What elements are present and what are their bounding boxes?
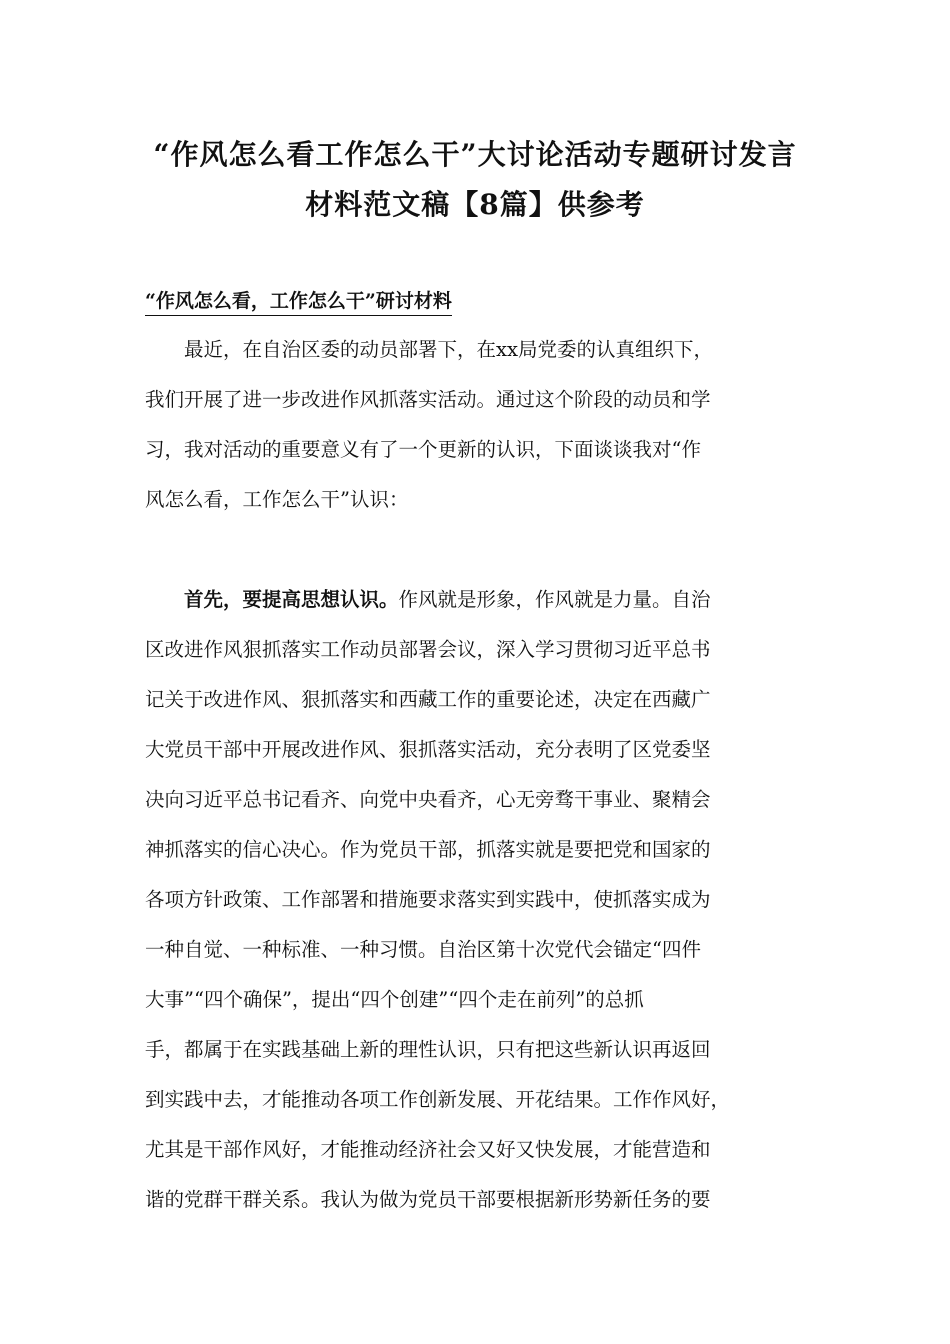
- paragraph-lead-bold: 首先，要提高思想认识。: [145, 588, 399, 611]
- paragraph-first-line: [145, 588, 815, 612]
- intro-line: 风怎么看，工作怎么干”认识：: [145, 488, 409, 511]
- intro-line: 习，我对活动的重要意义有了一个更新的认识，下面谈谈我对“作: [145, 438, 701, 461]
- document-title-line-1: “作风怎么看工作怎么干”大讨论活动专题研讨发言: [153, 138, 797, 171]
- paragraph-first-line-text: 作风就是形象，作风就是力量。自治: [398, 588, 711, 611]
- paragraph-line: 到实践中去，才能推动各项工作创新发展、开花结果。工作作风好，: [145, 1088, 731, 1111]
- paragraph-line: 一种自觉、一种标准、一种习惯。自治区第十次党代会锚定“四件: [145, 938, 701, 961]
- paragraph-line: 各项方针政策、工作部署和措施要求落实到实践中，使抓落实成为: [145, 888, 711, 911]
- section-heading: “作风怎么看，工作怎么干”研讨材料: [145, 286, 452, 316]
- paragraph-line: 手，都属于在实践基础上新的理性认识，只有把这些新认识再返回: [145, 1038, 711, 1061]
- paragraph-line: 谐的党群干群关系。我认为做为党员干部要根据新形势新任务的要: [145, 1188, 711, 1211]
- paragraph-line: 大党员干部中开展改进作风、狠抓落实活动，充分表明了区党委坚: [145, 738, 711, 761]
- paragraph-line: 神抓落实的信心决心。作为党员干部，抓落实就是要把党和国家的: [145, 838, 711, 861]
- intro-line: 最近，在自治区委的动员部署下，在xx局党委的认真组织下，: [145, 338, 713, 361]
- intro-line: 我们开展了进一步改进作风抓落实活动。通过这个阶段的动员和学: [145, 388, 711, 411]
- paragraph-line: 尤其是干部作风好，才能推动经济社会又好又快发展，才能营造和: [145, 1138, 711, 1161]
- paragraph-line: 决向习近平总书记看齐、向党中央看齐，心无旁骛干事业、聚精会: [145, 788, 711, 811]
- paragraph-line: 大事”“四个确保”，提出“四个创建”“四个走在前列”的总抓: [145, 988, 644, 1011]
- document-title-line-2: 材料范文稿【8篇】供参考: [305, 188, 645, 221]
- paragraph-line: 区改进作风狠抓落实工作动员部署会议，深入学习贯彻习近平总书: [145, 638, 711, 661]
- paragraph-line: 记关于改进作风、狠抓落实和西藏工作的重要论述，决定在西藏广: [145, 688, 711, 711]
